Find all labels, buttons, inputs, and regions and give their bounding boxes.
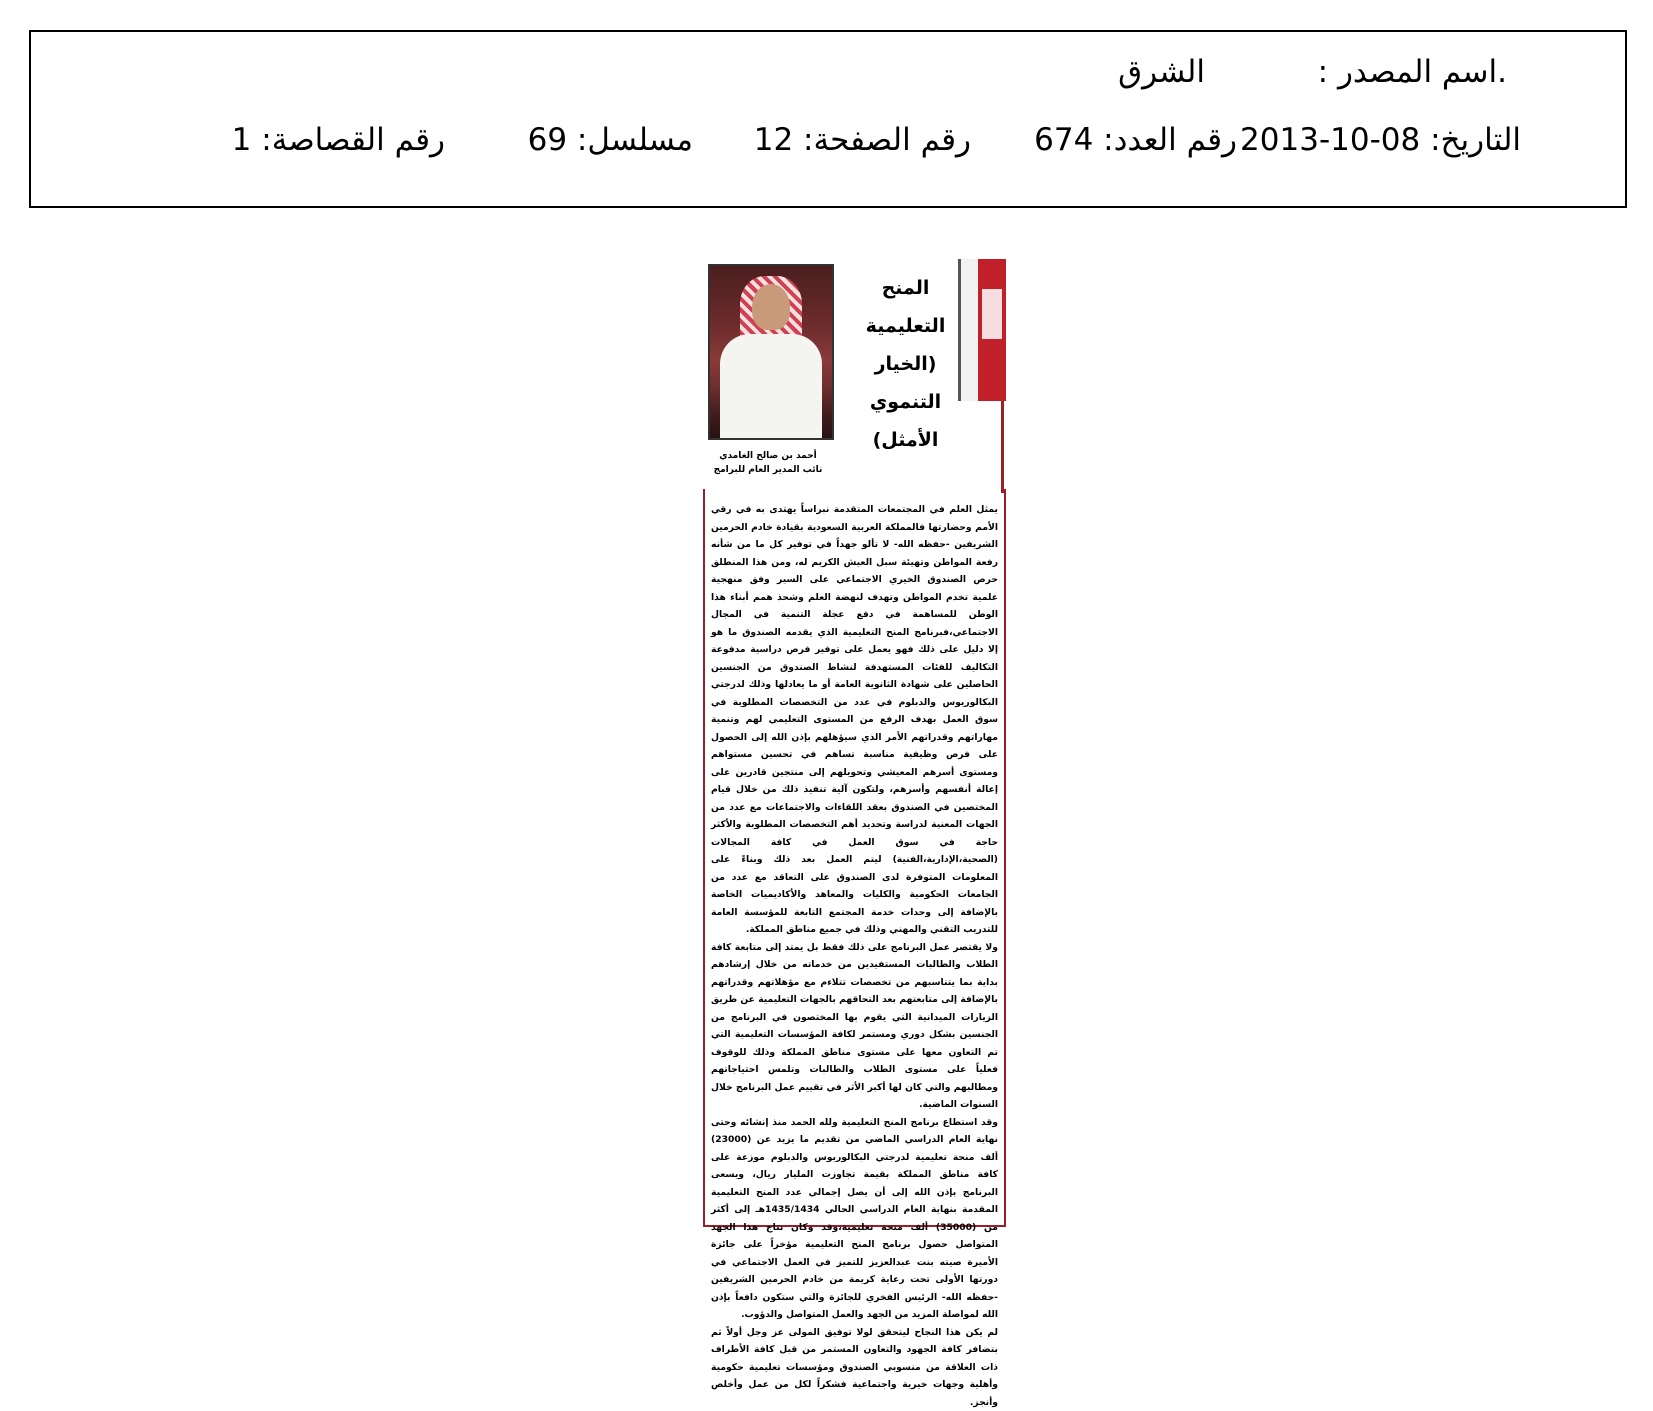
article-paragraph: ولا يقتصر عمل البرنامج على ذلك فقط بل يمتد إلى متابعة كافة الطلاب والطالبات المستفيدين من خدماته من خلال إرشادهم بداية بما يتناسبهم من تخصصات تتلاءم مع مؤهلاتهم وقدراتهم بالإضافة إلى متابعتهم بعد التحاقهم بالجهات التعليمية عن طريق الزيارات الميدانية التي يقوم بها المختصون في البرنامج من الجنسين بشكل دوري ومستمر لكافة المؤسسات التعليمية التي تم التعاون معها على مستوى مناطق المملكة وذلك للوقوف فعلياً على مستوى الطلاب والطالبات وتلمس احتياجاتهم ومطالبهم والتي كان لها أكبر الأثر في تقييم عمل البرنامج خلال السنوات الماضية. bbox=[711, 939, 998, 1114]
newspaper-clipping bbox=[703, 259, 1008, 1229]
article-paragraph: وقد استطاع برنامج المنح التعليمية ولله الحمد منذ إنشائه وحتى نهاية العام الدراسي الماضي من تقديم ما يزيد عن (23000) ألف منحة تعليمية لدرجتي البكالوريوس والدبلوم موزعة على كافة مناطق المملكة بقيمة تجاوزت المليار ريال، ويسعى البرنامج بإذن الله إلى أن يصل إجمالي عدد المنح التعليمية المقدمة بنهاية العام الدراسي الحالي 1435/1434هـ إلى أكثر من (35000) ألف منحة تعليمية،وقد وكان نتاج هذا الجهد المتواصل حصول برنامج المنح التعليمية مؤخراً على جائزة الأميرة صيته بنت عبدالعزيز للتميز في العمل الاجتماعي في دورتها الأولى تحت رعاية كريمة من خادم الحرمين الشريفين -حفظه الله- الرئيس الفخري للجائزة والتي ستكون دافعاً بإذن الله لمواصلة المزيد من الجهد والعمل المتواصل والدؤوب. bbox=[711, 1114, 998, 1324]
author-name: أحمد بن صالح الغامدي bbox=[703, 449, 833, 463]
author-photo bbox=[708, 264, 834, 440]
page-number-label: رقم الصفحة: 12 bbox=[754, 122, 971, 158]
article-body bbox=[711, 501, 998, 1411]
column-color-stripe bbox=[978, 259, 1006, 401]
serial-label: مسلسل: 69 bbox=[528, 122, 693, 158]
metadata-header-box bbox=[29, 30, 1627, 208]
date-label: التاريخ: 08-10-2013 bbox=[1240, 122, 1521, 158]
thobe-shape bbox=[720, 334, 822, 438]
face-shape bbox=[752, 284, 790, 330]
source-value: الشرق bbox=[1118, 54, 1205, 90]
author-caption bbox=[703, 449, 833, 477]
column-rule bbox=[1001, 401, 1004, 493]
title-line: المنح bbox=[838, 269, 973, 307]
article-paragraph: يمثل العلم في المجتمعات المتقدمة نبراساً يهتدى به في رقي الأمم وحضارتها فالمملكة العربية السعودية بقيادة خادم الحرمين الشريفين -حفظه الله- لا تألو جهداً في توفير كل ما من شأنه رفعة المواطن وتهيئة سبل العيش الكريم له، ومن هذا المنطلق حرص الصندوق الخيري الاجتماعي على السير وفق منهجية علمية تخدم المواطن وتهدف لنهضة العلم وشحذ همم أبناء هذا الوطن للمساهمة في دفع عجلة التنمية في المجال الاجتماعي،فبرنامج المنح التعليمية الذي يقدمه الصندوق ما هو إلا دليل على ذلك فهو يعمل على توفير فرص دراسية مدفوعة التكاليف للفئات المستهدفة لنشاط الصندوق من الجنسين الحاصلين على شهادة الثانوية العامة أو ما يعادلها وذلك لدرجتي البكالوريوس والدبلوم في عدد من التخصصات المطلوبة في سوق العمل بهدف الرفع من المستوى التعليمي لهم وتنمية مهاراتهم وقدراتهم الأمر الذي سيؤهلهم بإذن الله إلى الحصول على فرص وظيفية مناسبة تساهم في تحسين مستواهم ومستوى أسرهم المعيشي وتحويلهم إلى منتجين قادرين على إعالة أنفسهم وأسرهم، ولتكون آلية تنفيذ ذلك من خلال قيام المختصين في الصندوق بعقد اللقاءات والاجتماعات مع عدد من الجهات المعنية لدراسة وتحديد أهم التخصصات المطلوبة والأكثر حاجة في سوق العمل في كافة المجالات (الصحية،الإدارية،الفنية) ليتم العمل بعد ذلك وبناءً على المعلومات المتوفرة لدى الصندوق على التعاقد مع عدد من الجامعات الحكومية والكليات والمعاهد والأكاديميات الخاصة بالإضافة إلى وحدات خدمة المجتمع التابعة للمؤسسة العامة للتدريب التقني والمهني وذلك في جميع مناطق المملكة. bbox=[711, 501, 998, 939]
source-label: .اسم المصدر : bbox=[1318, 54, 1507, 90]
article-paragraph: لم يكن هذا النجاح ليتحقق لولا توفيق المولى عز وجل أولاً ثم بتضافر كافة الجهود والتعاون المستمر من قبل كافة الأطراف ذات العلاقة من منسوبي الصندوق ومؤسسات تعليمية حكومية وأهلية وجهات خيرية واجتماعية فشكراً لكل من عمل وأخلص وأنجز. bbox=[711, 1324, 998, 1411]
title-line: (الخيار التنموي bbox=[838, 345, 973, 421]
clipping-number-label: رقم القصاصة: 1 bbox=[232, 122, 445, 158]
title-line: التعليمية bbox=[838, 307, 973, 345]
article-title bbox=[838, 269, 973, 419]
article-body-frame bbox=[703, 489, 1006, 1227]
issue-number-label: رقم العدد: 674 bbox=[1034, 122, 1237, 158]
newspaper-logo-icon bbox=[982, 289, 1002, 339]
author-title: نائب المدير العام للبرامج bbox=[703, 463, 833, 477]
title-line: الأمثل) bbox=[838, 421, 973, 459]
